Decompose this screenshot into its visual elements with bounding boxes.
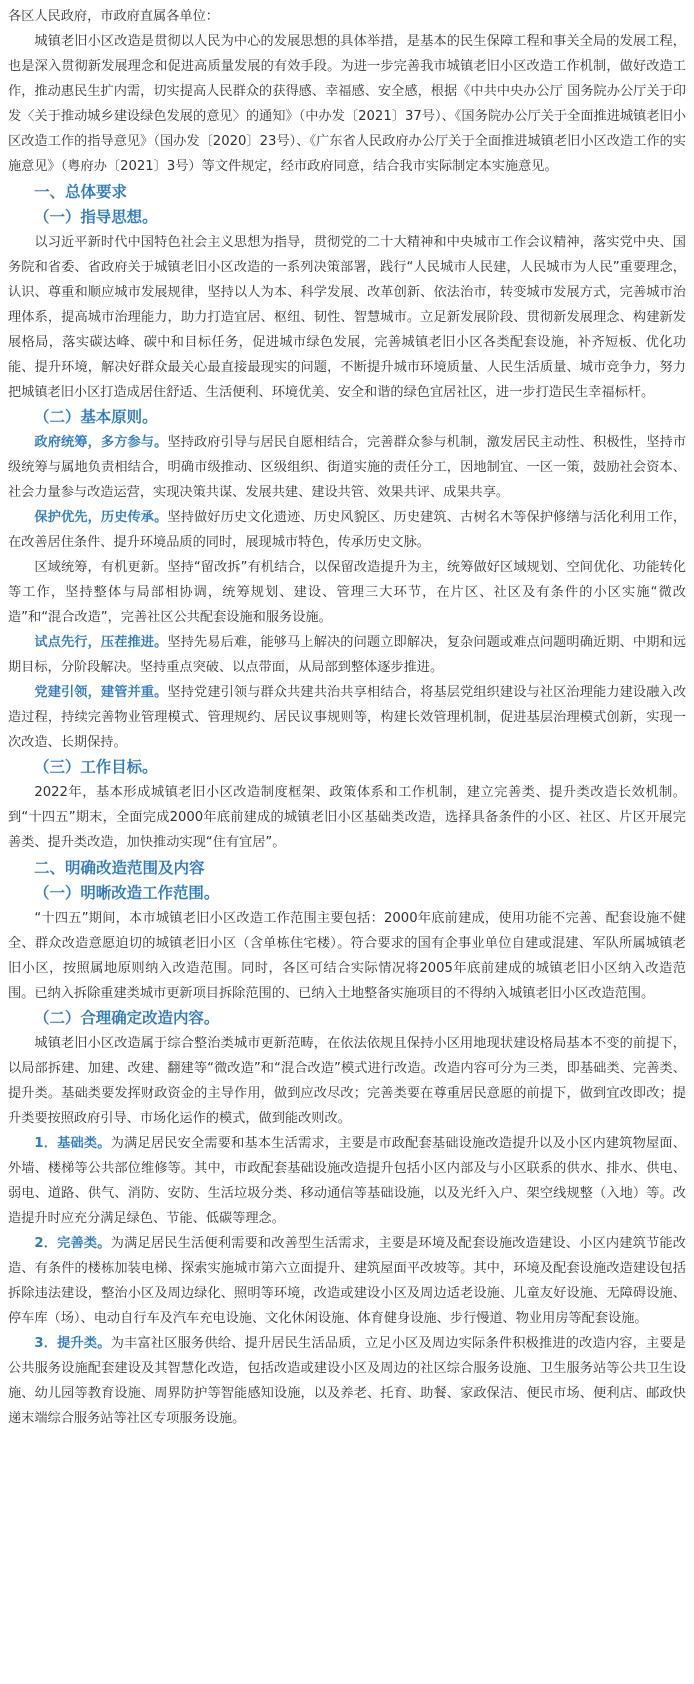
category-text: 为满足居民生活便利需要和改善型生活需求，主要是环境及配套设施改造建设、小区内建筑节能改造、有条件的楼栋加装电梯、探索实施城市第六立面提升、建筑屋面平改坡等。其中，环境及配套设施改造建设包括拆除违法建设，整治小区及周边绿化、照明等环境，改造或建设小区及周边适老设施、儿童友好设施、无障碍设施、停车库（场）、电动自行车及汽车充电设施、文化休闲设施、体育健身设施、步行慢道、物业用房等配套设施。 <box>8 1236 686 1326</box>
principle-paragraph <box>8 630 686 680</box>
paragraph-work-goals: 2022年，基本形成城镇老旧小区改造制度框架、政策体系和工作机制，建立完善类、提升类改造长效机制。到“十四五”期末，全面完成2000年底前建成的城镇老旧小区基础类改造，选择具备条件的小区、社区、片区开展完善类、提升类改造，加快推动实现“住有宜居”。 <box>8 785 686 850</box>
principle-lead: 政府统筹，多方参与。 <box>34 435 168 450</box>
principle-text: 坚持政府引导与居民自愿相结合，完善群众参与机制，激发居民主动性、积极性，坚持市级统筹与属地负责相结合，明确市级推动、区级组织、街道实施的责任分工，因地制宜、一区一策，鼓励社会资本、社会力量参与改造运营，实现决策共谋、发展共建、建设共管、效果共评、成果共享。 <box>8 435 687 500</box>
subheading-guiding-ideology: （一）指导思想。 <box>34 208 158 226</box>
principle-text: 坚持先易后难，能够马上解决的问题立即解决，复杂问题或难点问题明确近期、中期和远期目标，分阶段解决。坚持重点突破、以点带面，从局部到整体逐步推进。 <box>8 635 687 675</box>
salutation: 各区人民政府，市政府直属各单位： <box>8 9 219 24</box>
subheading-content: （二）合理确定改造内容。 <box>34 1009 220 1027</box>
principle-paragraph <box>8 555 686 630</box>
category-paragraph <box>8 1131 686 1231</box>
category-lead: 1．基础类。 <box>34 1136 111 1151</box>
category-paragraph <box>8 1331 686 1431</box>
intro-paragraph: 城镇老旧小区改造是贯彻以人民为中心的发展思想的具体举措，是基本的民生保障工程和事关全局的发展工程，也是深入贯彻新发展理念和促进高质量发展的有效手段。为进一步完善我市城镇老旧小区改造工作机制，做好改造工作，推动惠民生扩内需，切实提高人民群众的获得感、幸福感、安全感，根据《中共中央办公厅 国务院办公厅关于印发〈关于推动城乡建设绿色发展的意见〉的通知》（中办发〔2021〕37号）、《国务院办公厅关于全面推进城镇老旧小区改造工作的指导意见》（国办发〔2020〕23号）、《广东省人民政府办公厅关于全面推进城镇老旧小区改造工作的实施意见》（粤府办〔2021〕3号）等文件规定，经市政府同意，结合我市实际制定本实施意见。 <box>8 34 686 174</box>
category-lead: 3．提升类。 <box>34 1336 111 1351</box>
subheading-scope: （一）明晰改造工作范围。 <box>34 884 220 902</box>
category-paragraph <box>8 1231 686 1331</box>
paragraph-scope: “十四五”期间，本市城镇老旧小区改造工作范围主要包括：2000年底前建成，使用功能不完善、配套设施不健全、群众改造意愿迫切的城镇老旧小区（含单栋住宅楼）。符合要求的国有企事业单位自建或混建、军队所属城镇老旧小区，按照属地原则纳入改造范围。同时，各区可结合实际情况将2005年底前建成的城镇老旧小区纳入改造范围。已纳入拆除重建类城市更新项目拆除范围的、已纳入土地整备实施项目的不得纳入城镇老旧小区改造范围。 <box>8 911 686 1001</box>
principle-lead: 试点先行，压茬推进。 <box>34 635 168 650</box>
category-text: 为满足居民安全需要和基本生活需求，主要是市政配套基础设施改造提升以及小区内建筑物屋面、外墙、楼梯等公共部位维修等。其中，市政配套基础设施改造提升包括小区内部及与小区联系的供水、排水、供电、弱电、道路、供气、消防、安防、生活垃圾分类、移动通信等基础设施，以及光纤入户、架空线规整（入地）等。改造提升时应充分满足绿色、节能、低碳等理念。 <box>8 1136 686 1226</box>
subheading-basic-principles: （二）基本原则。 <box>34 408 158 426</box>
principle-lead: 党建引领，建管并重。 <box>34 685 168 700</box>
principle-paragraph <box>8 680 686 755</box>
paragraph-content: 城镇老旧小区改造属于综合整治类城市更新范畴，在依法依规且保持小区用地现状建设格局基本不变的前提下，以局部拆建、加建、改建、翻建等“微改造”和“混合改造”模式进行改造。改造内容可分为三类，即基础类、完善类、提升类。基础类要发挥财政资金的主导作用，做到应改尽改；完善类要在尊重居民意愿的前提下，做到宜改即改；提升类要按照政府引导、市场化运作的模式，做到能改则改。 <box>8 1036 686 1126</box>
principle-text: 坚持做好历史文化遗迹、历史风貌区、历史建筑、古树名木等保护修缮与活化利用工作，在改善居住条件、提升环境品质的同时，展现城市特色，传承历史文脉。 <box>8 510 687 550</box>
principle-paragraph <box>8 430 686 505</box>
principle-paragraph <box>8 505 686 555</box>
section-heading-general-requirements: 一、总体要求 <box>34 183 128 201</box>
principle-text: 坚持党建引领与群众共建共治共享相结合，将基层党组织建设与社区治理能力建设融入改造过程，持续完善物业管理模式、管理规约、居民议事规则等，构建长效管理机制，促进基层治理模式创新，实现一次改造、长期保持。 <box>8 685 687 750</box>
category-text: 为丰富社区服务供给、提升居民生活品质，立足小区及周边实际条件积极推进的改造内容，主要是公共服务设施配套建设及其智慧化改造，包括改造或建设小区及周边的社区综合服务设施、卫生服务站等公共卫生设施、幼儿园等教育设施、周界防护等智能感知设施，以及养老、托育、助餐、家政保洁、便民市场、便利店、邮政快递末端综合服务站等社区专项服务设施。 <box>8 1336 686 1426</box>
principle-lead: 保护优先，历史传承。 <box>34 510 168 525</box>
principle-text: 区域统筹，有机更新。坚持“留改拆”有机结合，以保留改造提升为主，统筹做好区域规划、空间优化、功能转化等工作，坚持整体与局部相协调，统筹规划、建设、管理三大环节，在片区、社区及有条件的小区实施“微改造”和“混合改造”，完善社区公共配套设施和服务设施。 <box>8 560 686 625</box>
paragraph-guiding-ideology: 以习近平新时代中国特色社会主义思想为指导，贯彻党的二十大精神和中央城市工作会议精神，落实党中央、国务院和省委、省政府关于城镇老旧小区改造的一系列决策部署，践行“人民城市人民建，人民城市为人民”重要理念，认识、尊重和顺应城市发展规律，坚持以人为本、科学发展、改革创新、依法治市，转变城市发展方式，完善城市治理体系，提高城市治理能力，助力打造宜居、枢纽、韧性、智慧城市。立足新发展阶段、贯彻新发展理念、构建新发展格局，落实碳达峰、碳中和目标任务，促进城市绿色发展，完善城镇老旧小区各类配套设施，补齐短板、优化功能、提升环境，解决好群众最关心最直接最现实的问题，不断提升城市环境质量、人民生活质量、城市竞争力，努力把城镇老旧小区打造成居住舒适、生活便利、环境优美、安全和谐的绿色宜居社区，进一步打造民生幸福标杆。 <box>8 235 686 400</box>
subheading-work-goals: （三）工作目标。 <box>34 758 158 776</box>
section-heading-scope-and-content: 二、明确改造范围及内容 <box>34 859 205 877</box>
category-lead: 2．完善类。 <box>34 1236 111 1251</box>
